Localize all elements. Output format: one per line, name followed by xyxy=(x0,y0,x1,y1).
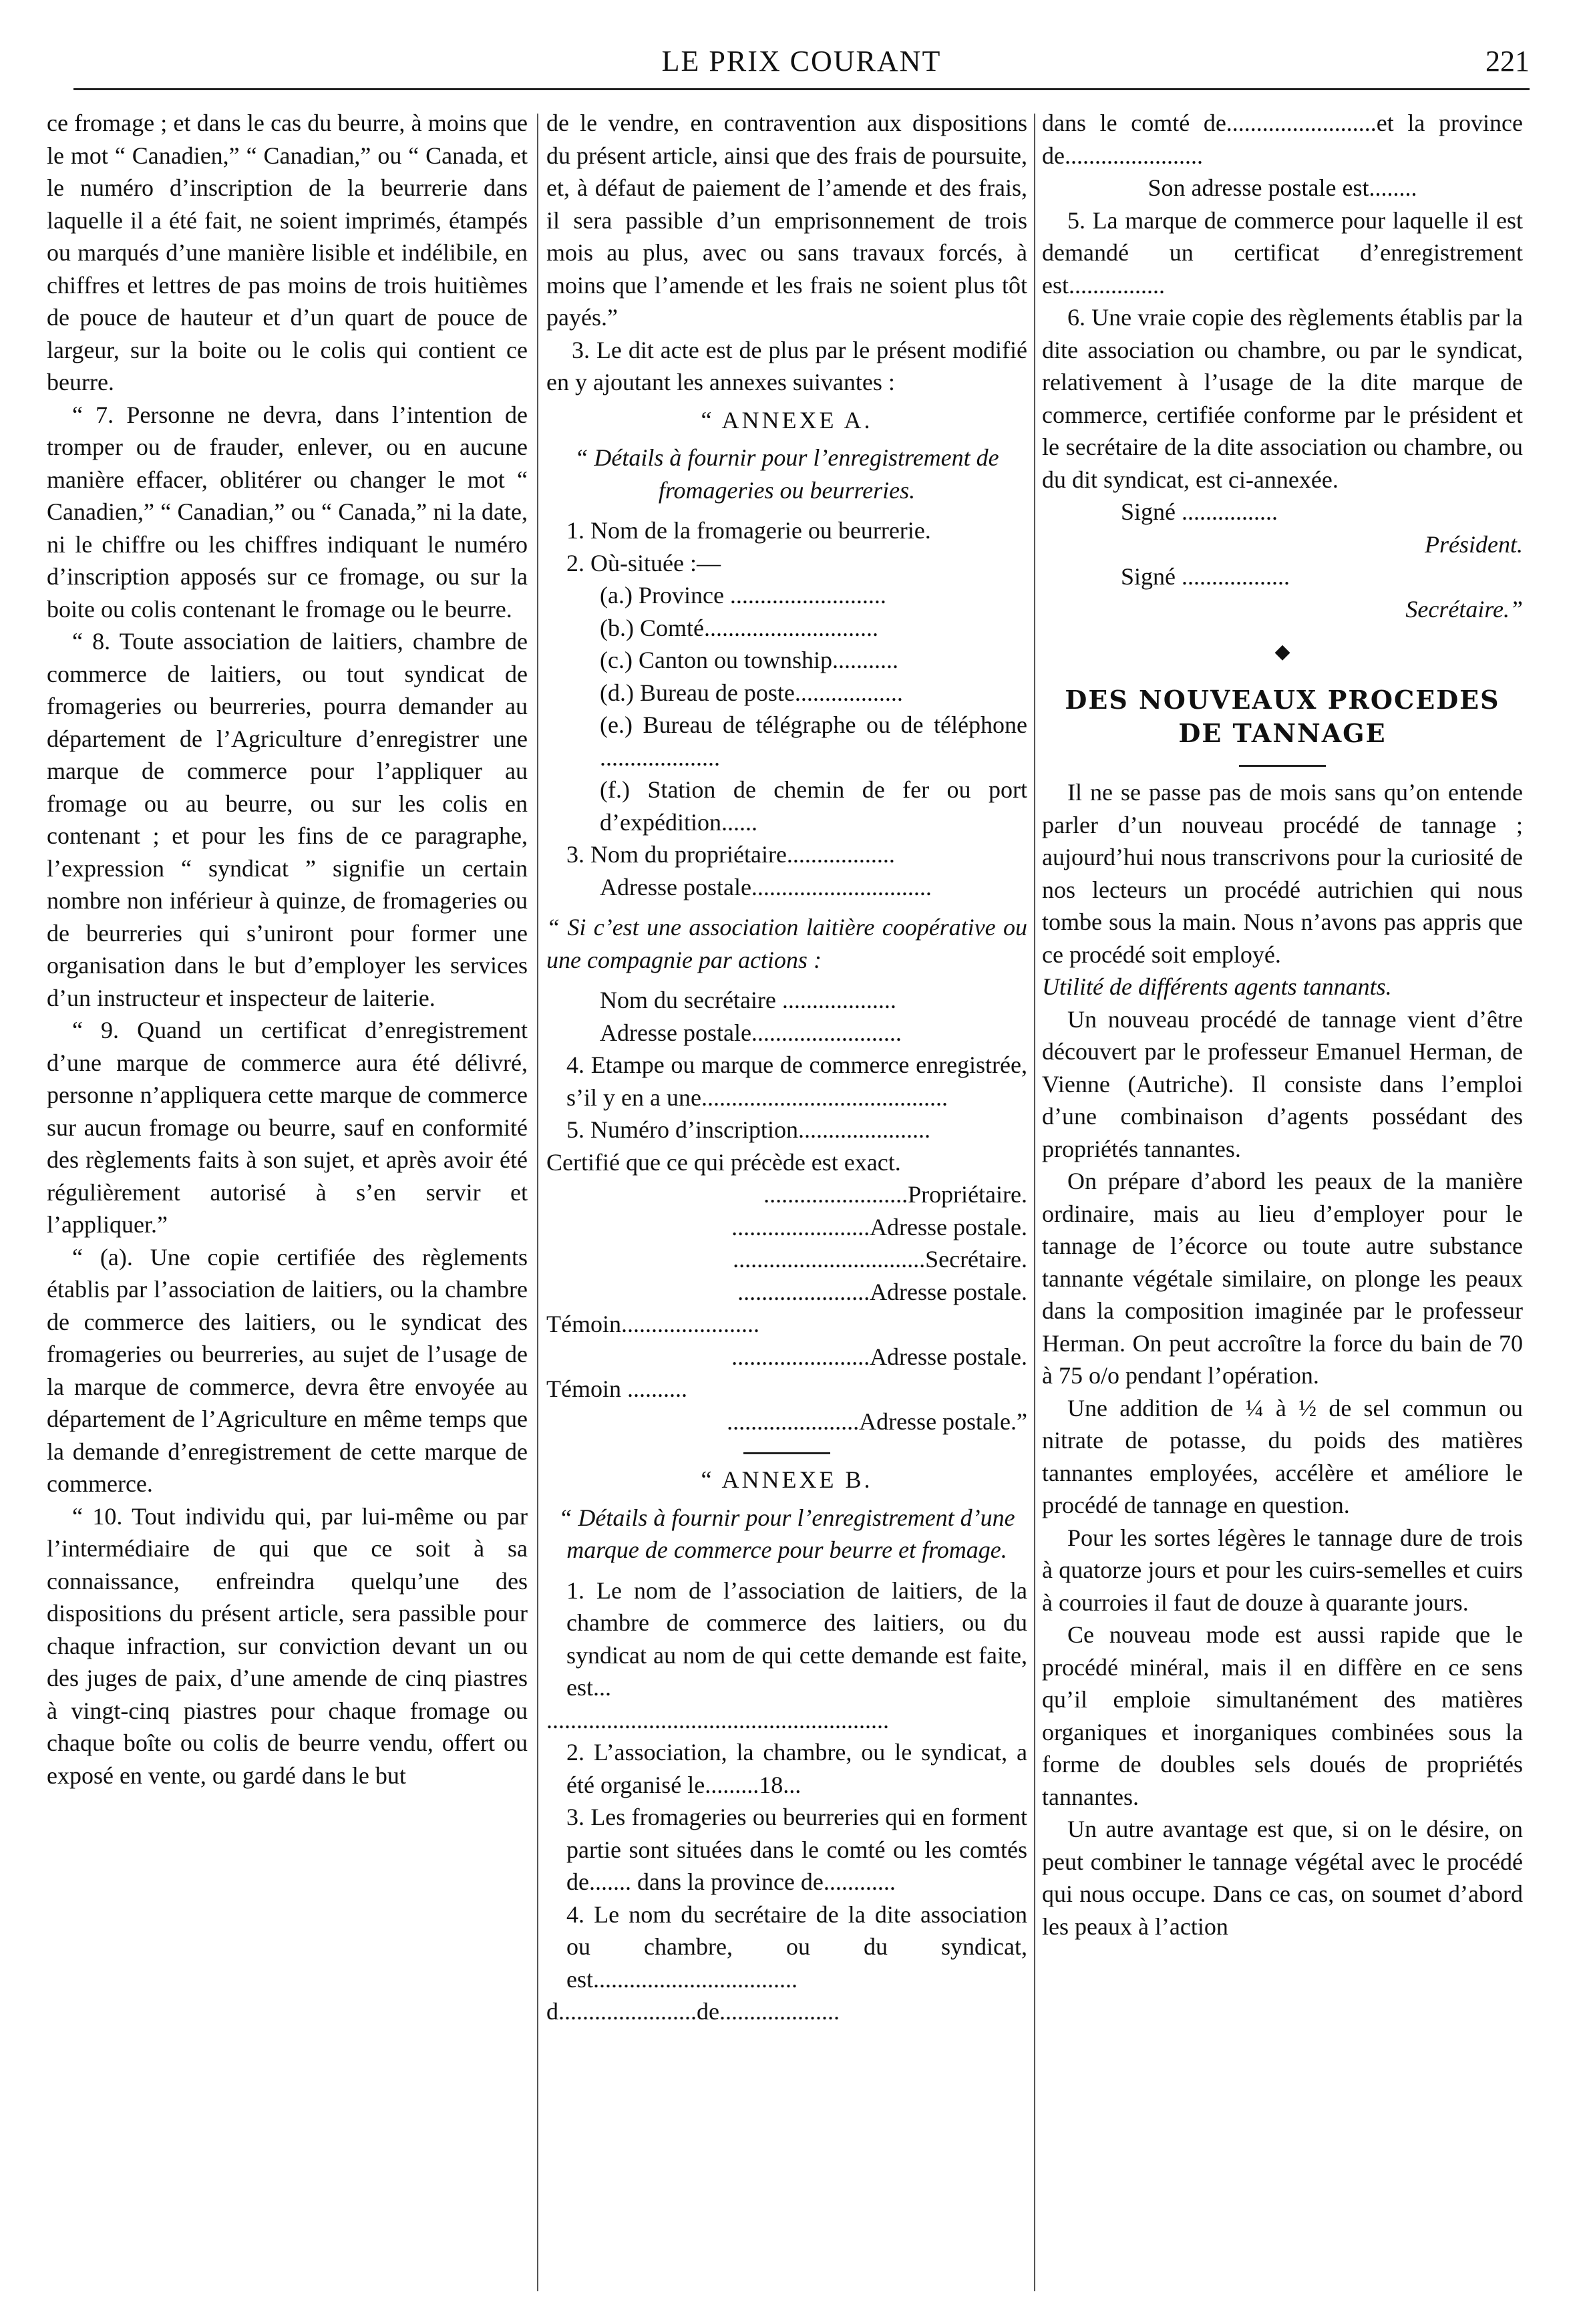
list-item: Certifié que ce qui précède est exact. xyxy=(546,1148,901,1176)
column-2 xyxy=(546,107,1027,2291)
paragraph: Ce nouveau mode est aussi rapide que le procédé minéral, mais il en diffère en ce sens qu’il emploie simultanément des matières organiques et inorganiques combinées sous la forme de doubles sels doués de propriétés tannantes. xyxy=(1042,1621,1523,1810)
column-1 xyxy=(47,107,528,2291)
column-divider xyxy=(537,114,538,2291)
paragraph: Un nouveau procédé de tannage vient d’être découvert par le professeur Emanuel Herman, de Vienne (Autriche). Il consiste dans l’emploi d’une combinaison d’agents possédant des propriétés tannantes. xyxy=(1042,1005,1523,1162)
paragraph: 6. Une vraie copie des règlements établis par la dite association ou chambre, ou par le syndicat, relativement à l’usage de la dite marque de commerce, certifiée conforme par le président et le secrétaire de la dite association ou chambre, ou du dit syndicat, est ci-annexée. xyxy=(1042,304,1523,493)
signature-line: ......................Adresse postale. xyxy=(737,1278,1027,1305)
witness-line: Témoin .......... xyxy=(546,1375,687,1402)
list-item: 1. Le nom de l’association de laitiers, de la chambre de commerce des laitiers, ou du syndicat au nom de qui cette demande est faite, est... xyxy=(566,1576,1027,1701)
list-item: (c.) Canton ou township........... xyxy=(600,647,898,673)
paragraph: de le vendre, en contravention aux dispositions du présent article, ainsi que des frais de poursuite, et, à défaut de paiement de l’amende et des frais, il sera passible d’un emprisonnement de trois mois au plus, avec ou sans travaux forcés, à moins que l’amende et les frais ne soient plus tôt payés.” xyxy=(546,110,1027,331)
list-item: 5. Numéro d’inscription...................... xyxy=(566,1116,930,1143)
signature-line: .......................Adresse postale. xyxy=(731,1213,1027,1240)
paragraph: Il ne se passe pas de mois sans qu’on entende parler d’un nouveau procédé de tannage ; aujourd’hui nous transcrivons pour la curiosité de nos lecteurs un procédé autrichien qui nous tombe sous la main. Nous n’avons pas appris que ce procédé soit employé. xyxy=(1042,779,1523,968)
list-item: 4. Etampe ou marque de commerce enregistrée, s’il y en a une......................................... xyxy=(566,1051,1027,1111)
witness-address: ......................Adresse postale.” xyxy=(727,1407,1027,1435)
signature-line: Signé .................. xyxy=(1121,563,1290,590)
paragraph: Une addition de ¼ à ½ de sel commun ou nitrate de potasse, du poids des matières tannantes employées, accélère et améliore le procédé de tannage en question. xyxy=(1042,1394,1523,1518)
list-item: (e.) Bureau de télégraphe ou de téléphone .................... xyxy=(600,711,1027,771)
list-item: 4. Le nom du secrétaire de la dite association ou chambre, ou du syndicat, est.................................. xyxy=(566,1900,1027,1993)
paragraph: “ 9. Quand un certificat d’enregistrement d’une marque de commerce aura été délivré, personne n’appliquera cette marque de commerce sur aucun fromage ou beurre, sauf en conformité des règlements faits à son sujet, et après avoir été régulièrement autorisé à s’en servir et l’appliquer.” xyxy=(47,1017,528,1238)
section-rule xyxy=(1239,765,1326,767)
annexe-b-title: “ ANNEXE B. xyxy=(701,1466,873,1493)
annexe-a-subtitle: “ Détails à fournir pour l’enregistrement de fromageries ou beurreries. xyxy=(574,444,999,504)
coop-list xyxy=(546,984,1027,1438)
signature-line: ........................Propriétaire. xyxy=(763,1181,1027,1208)
list-item: Adresse postale......................... xyxy=(600,1019,902,1046)
paragraph: ce fromage ; et dans le cas du beurre, à moins que le mot “ Canadien,” “ Canadian,” ou “ Canada, et le numéro d’inscription de la beurrerie dans laquelle il a été fait, ne soient imprimés, étampés ou marqués d’une manière lisible et indélibile, en chiffres et lettres de pas moins de trois huitièmes de pouce de hauteur et d’un quart de pouce de largeur, sur la boite ou le colis qui contient ce beurre. xyxy=(47,110,528,395)
list-item: (b.) Comté............................. xyxy=(600,614,878,641)
list-item: Nom du secrétaire ................... xyxy=(600,987,896,1013)
witness-address: .......................Adresse postale. xyxy=(731,1343,1027,1370)
section-rule xyxy=(743,1452,830,1454)
column-3 xyxy=(1042,107,1523,2291)
list-item: 2. L’association, la chambre, ou le syndicat, a été organisé le.........18... xyxy=(566,1739,1027,1798)
paragraph: “ 10. Tout individu qui, par lui-même ou par l’intermédiaire de qui que ce soit à sa connaissance, enfreindra quelqu’une des dispositions du présent article, sera passible pour chaque infraction, sur conviction devant un ou des juges de paix, d’une amende de cinq piastres à vingt-cinq piastres pour chaque fromage ou chaque boîte ou colis de beurre vendu, offert ou exposé en vente, ou gardé dans le but xyxy=(47,1502,528,1789)
list-item: 1. Nom de la fromagerie ou beurrerie. xyxy=(566,517,931,544)
paragraph: Pour les sortes légères le tannage dure de trois à quatorze jours et pour les cuirs-semelles et cuirs à courroies il faut de douze à quarante jours. xyxy=(1042,1524,1523,1616)
paragraph: “ 8. Toute association de laitiers, chambre de commerce de laitiers, ou tout syndicat de fromageries ou beurreries, pourra demander au département de l’Agriculture d’enregistrer une marque de commerce pour l’appliquer au fromage ou au beurre, ou sur les colis en contenant ; et pour les fins de ce paragraphe, l’expression “ syndicat ” signifie un certain nombre non inférieur à quinze, de fromageries ou de beurreries qui s’uniront pour former une organisation dans le but d’employer les services d’un instructeur et inspecteur de laiterie. xyxy=(47,628,528,1011)
list-item: ......................................................... xyxy=(546,1706,889,1733)
annexe-a-title: “ ANNEXE A. xyxy=(701,406,873,434)
list-item: Adresse postale.............................. xyxy=(600,873,932,900)
signature-line: Signé ................ xyxy=(1121,498,1278,525)
list-item: 3. Nom du propriétaire.................. xyxy=(566,841,895,868)
paragraph: “ (a). Une copie certifiée des règlements établis par l’association de laitiers, ou la chambre de commerce des laitiers, ou le syndicat des fromageries ou beurreries, au sujet de l’usage de la marque de commerce, devra être envoyée au département de l’Agriculture en même temps que la demande d’enregistrement de cette marque de commerce. xyxy=(47,1243,528,1497)
list-item: 2. Où-située :— xyxy=(566,549,721,576)
page-number: 221 xyxy=(1485,45,1530,77)
article-heading: DES NOUVEAUX PROCEDES DE TANNAGE xyxy=(1065,685,1500,748)
paragraph: Son adresse postale est........ xyxy=(1148,174,1417,201)
list-item: 3. Les fromageries ou beurreries qui en forment partie sont situées dans le comté ou les comtés de....... dans la province de............ xyxy=(566,1804,1027,1895)
annexe-b-subtitle: “ Détails à fournir pour l’enregistrement d’une marque de commerce pour beurre et fromage. xyxy=(558,1504,1015,1563)
list-item: (f.) Station de chemin de fer ou port d’expédition...... xyxy=(600,776,1027,836)
president-label: Président. xyxy=(1425,530,1523,558)
journal-title: LE PRIX COURANT xyxy=(661,45,942,77)
list-item: d.......................de.................... xyxy=(546,1998,840,2025)
annexe-b-list xyxy=(546,1574,1027,2028)
paragraph: 3. Le dit acte est de plus par le présent modifié en y ajoutant les annexes suivantes : xyxy=(546,336,1027,395)
paragraph: On prépare d’abord les peaux de la manière ordinaire, mais au lieu d’employer pour le tannage de l’écorce ou toute autre substance tannante végétale similaire, on plonge les peaux dans la composition imaginée par le professeur Herman. On peut accroître la force du bain de 70 à 75 o/o pendant l’opération. xyxy=(1042,1168,1523,1389)
column-divider xyxy=(1034,114,1035,2291)
witness-line: Témoin....................... xyxy=(546,1311,759,1337)
annexe-a-list xyxy=(546,514,1027,903)
paragraph: “ 7. Personne ne devra, dans l’intention de tromper ou de frauder, enlever, ou en aucune manière effacer, oblitérer ou changer le mot “ Canadien,” “ Canadian,” ou “ Canada,” ni la date, ni le chiffre ou les chiffres indiquant le numéro d’inscription apposés sur ce fromage, ou sur la boite ou colis contenant le fromage ou le beurre. xyxy=(47,401,528,623)
list-item: (d.) Bureau de poste.................. xyxy=(600,679,903,706)
diamond-ornament-icon: ◆ xyxy=(1274,641,1290,663)
paragraph: 5. La marque de commerce pour laquelle il est demandé un certificat d’enregistrement est................ xyxy=(1042,206,1523,299)
secretary-label: Secrétaire.” xyxy=(1405,595,1523,623)
paragraph: Un autre avantage est que, si on le désire, on peut combiner le tannage végétal avec le procédé qui nous occupe. Dans ce cas, on soumet d’abord les peaux à l’action xyxy=(1042,1816,1523,1940)
page-header xyxy=(73,35,1530,90)
subheading: Utilité de différents agents tannants. xyxy=(1042,973,1392,1000)
paragraph: dans le comté de.........................et la province de....................... xyxy=(1042,110,1523,169)
list-item: (a.) Province .......................... xyxy=(600,582,886,609)
signature-line: ................................Secrétaire. xyxy=(733,1246,1027,1273)
coop-note: “ Si c’est une association laitière coopérative ou une compagnie par actions : xyxy=(546,914,1027,973)
